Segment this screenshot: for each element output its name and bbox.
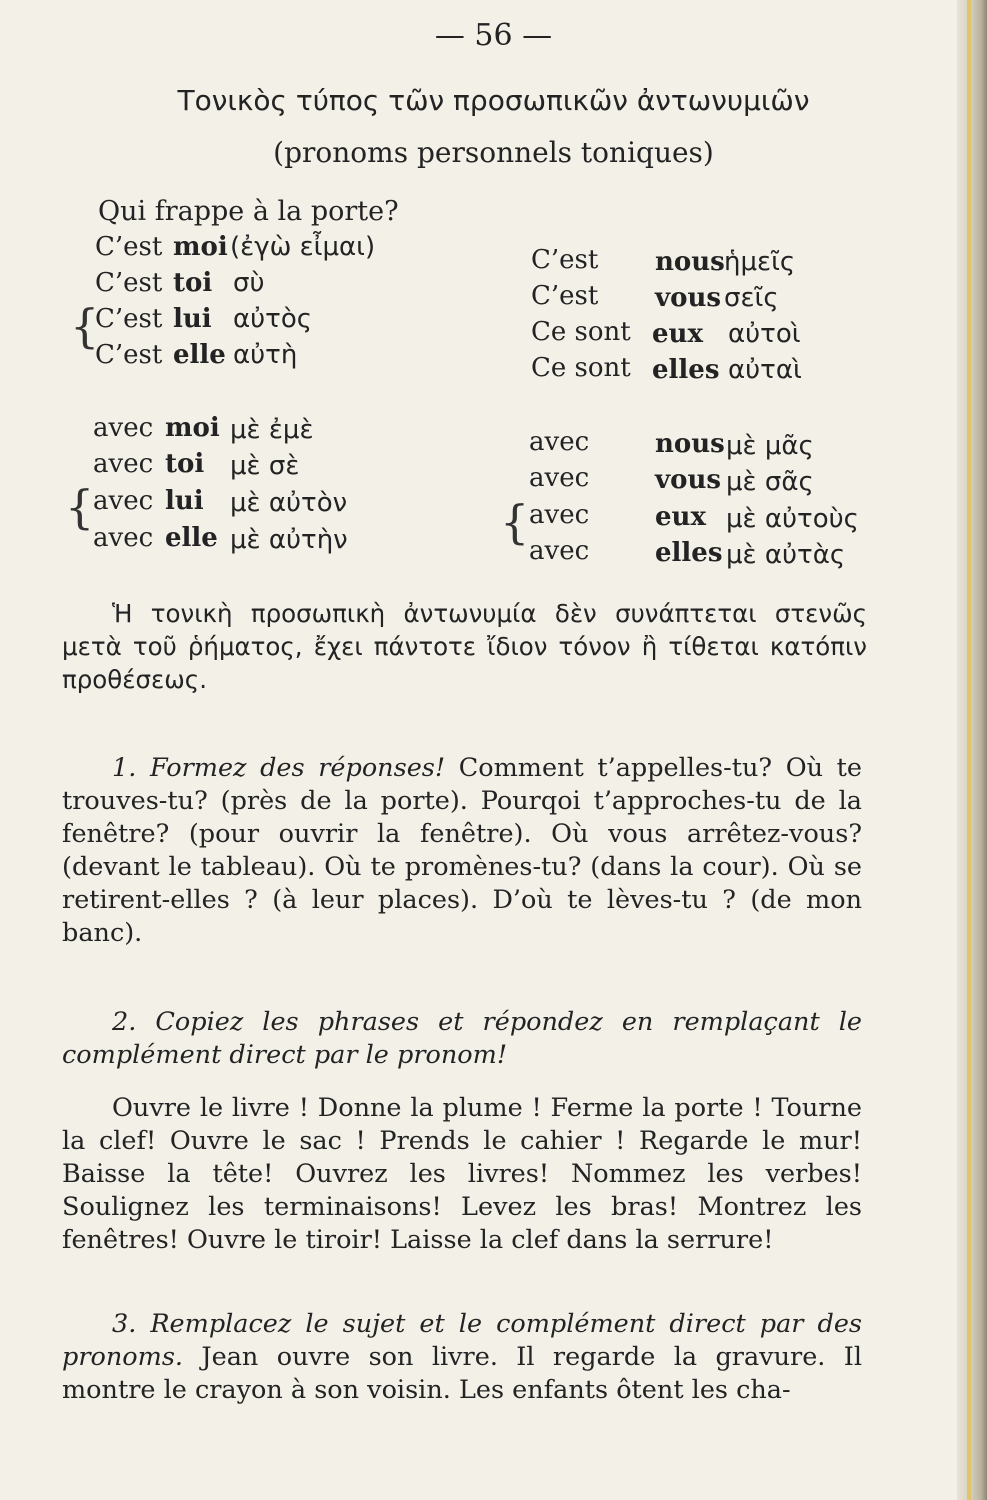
page-edge <box>957 0 987 1500</box>
table-cell-greek: μὲ μᾶς <box>726 431 814 461</box>
table-cell-greek: μὲ αὐτὴν <box>230 525 348 555</box>
exercise-2-text: Ouvre le livre ! Donne la plume ! Ferme la porte ! Tourne la clef! Ouvre le sac ! Prends le cahier ! Regarde le mur! Baisse la tête! Ouvrez les livres! Nommez les verbes! Soulignez les terminaisons! Levez les bras! Montrez les fenêtres! Ouvre le tiroir! Laisse la clef dans la serrure! <box>62 1093 862 1255</box>
table-cell-pre: avec <box>93 523 154 553</box>
table-cell-pre: avec <box>93 486 154 516</box>
brace-symbol: { <box>500 495 530 549</box>
table-cell-pronoun: moi <box>173 232 228 262</box>
exercise-1-text: Comment t’appelles-tu? Où te trouves-tu? (près de la porte). Pourqoi t’approches-tu de la fenêtre? (pour ouvrir la fenêtre). Où vous arrêtez-vous? (devant le tableau). Où te promènes-tu? (dans la cour). Où se retirent-elles ? (à leur places). D’où te lèves-tu ? (de mon banc). <box>62 753 862 948</box>
table-cell-pre: avec <box>529 463 590 493</box>
table-cell-pronoun: elles <box>652 355 720 385</box>
table-cell-greek: μὲ αὐτοὺς <box>726 504 859 534</box>
table-cell-greek: μὲ σὲ <box>230 451 300 481</box>
brace-symbol: { <box>65 480 95 534</box>
table-cell-pre: C’est <box>95 340 163 370</box>
table-cell-pronoun: toi <box>165 449 205 479</box>
table-cell-pre: avec <box>93 449 154 479</box>
table-cell-greek: σὺ <box>233 268 265 298</box>
table-cell-greek: αὐτὴ <box>233 340 298 370</box>
table-cell-greek: μὲ σᾶς <box>726 467 814 497</box>
table-cell-pronoun: elle <box>173 340 226 370</box>
table-cell-pronoun: vous <box>655 283 721 313</box>
table-cell-greek: αὐταὶ <box>728 355 802 385</box>
table-cell-pre: Ce sont <box>531 353 631 383</box>
exercise-3 <box>62 1308 862 1407</box>
table-cell-pre: C’est <box>531 245 599 275</box>
brace-symbol: { <box>70 299 100 353</box>
exercise-1 <box>62 752 862 950</box>
table-cell-pronoun: elles <box>655 538 723 568</box>
table-cell-pre: avec <box>529 427 590 457</box>
exercise-2 <box>62 1006 862 1072</box>
table-cell-pre: avec <box>529 500 590 530</box>
table-cell-pre: C’est <box>95 304 163 334</box>
table-cell-greek: (ἐγὼ εἶμαι) <box>230 232 376 262</box>
table-cell-pronoun: lui <box>173 304 212 334</box>
table-cell-greek: μὲ αὐτὸν <box>230 488 348 518</box>
section-title-greek: Τονικὸς τύπος τῶν προσωπικῶν ἀντωνυμιῶν <box>177 84 810 117</box>
table-cell-pronoun: vous <box>655 465 721 495</box>
greek-note-paragraph: Ἡ τονικὴ προσωπικὴ ἀντωνυμία δὲν συνάπτεται στενῶς μετὰ τοῦ ῥήματος, ἔχει πάντοτε ἴδιον τόνον ἢ τίθεται κατόπιν προθέσεως. <box>62 599 867 694</box>
exercise-2-title: 2. Copiez les phrases et répondez en remplaçant le complément direct par le pronom! <box>62 1007 862 1070</box>
table-cell-pronoun: nous <box>655 247 725 277</box>
exercise-1-title: 1. Formez des réponses! <box>112 753 446 783</box>
table-cell-pre: C’est <box>531 281 599 311</box>
table-cell-pre: avec <box>529 536 590 566</box>
table-cell-pronoun: eux <box>652 319 703 349</box>
table-cell-greek: αὐτὸς <box>233 304 313 334</box>
exercise-3-text: Jean ouvre son livre. Il regarde la gravure. Il montre le crayon à son voisin. Les enfants ôtent les cha- <box>62 1342 862 1405</box>
table-cell-greek: αὐτοὶ <box>728 319 801 349</box>
exercise-2-body <box>62 1092 862 1257</box>
table-cell-greek: μὲ ἐμὲ <box>230 415 314 445</box>
table-cell-pronoun: nous <box>655 429 725 459</box>
table-cell-pre: C’est <box>95 232 163 262</box>
table-cell-pronoun: lui <box>165 486 204 516</box>
table-cell-greek: μὲ αὐτὰς <box>726 540 846 570</box>
table-cell-pronoun: elle <box>165 523 218 553</box>
table-cell-pre: C’est <box>95 268 163 298</box>
table-cell-pre: avec <box>93 413 154 443</box>
table-cell-pronoun: moi <box>165 413 220 443</box>
table-cell-pronoun: eux <box>655 502 706 532</box>
exercise-3-title: 3. Remplacez le sujet et le complément direct par des pronoms. <box>62 1309 862 1372</box>
table-cell-greek: σεῖς <box>724 283 779 313</box>
table-cell-pre: Ce sont <box>531 317 631 347</box>
question-line: Qui frappe à la porte? <box>98 196 399 227</box>
table-cell-greek: ἡμεῖς <box>724 247 796 277</box>
section-title-french: (pronoms personnels toniques) <box>273 136 714 169</box>
page-number: — 56 — <box>434 18 553 53</box>
table-cell-pronoun: toi <box>173 268 213 298</box>
